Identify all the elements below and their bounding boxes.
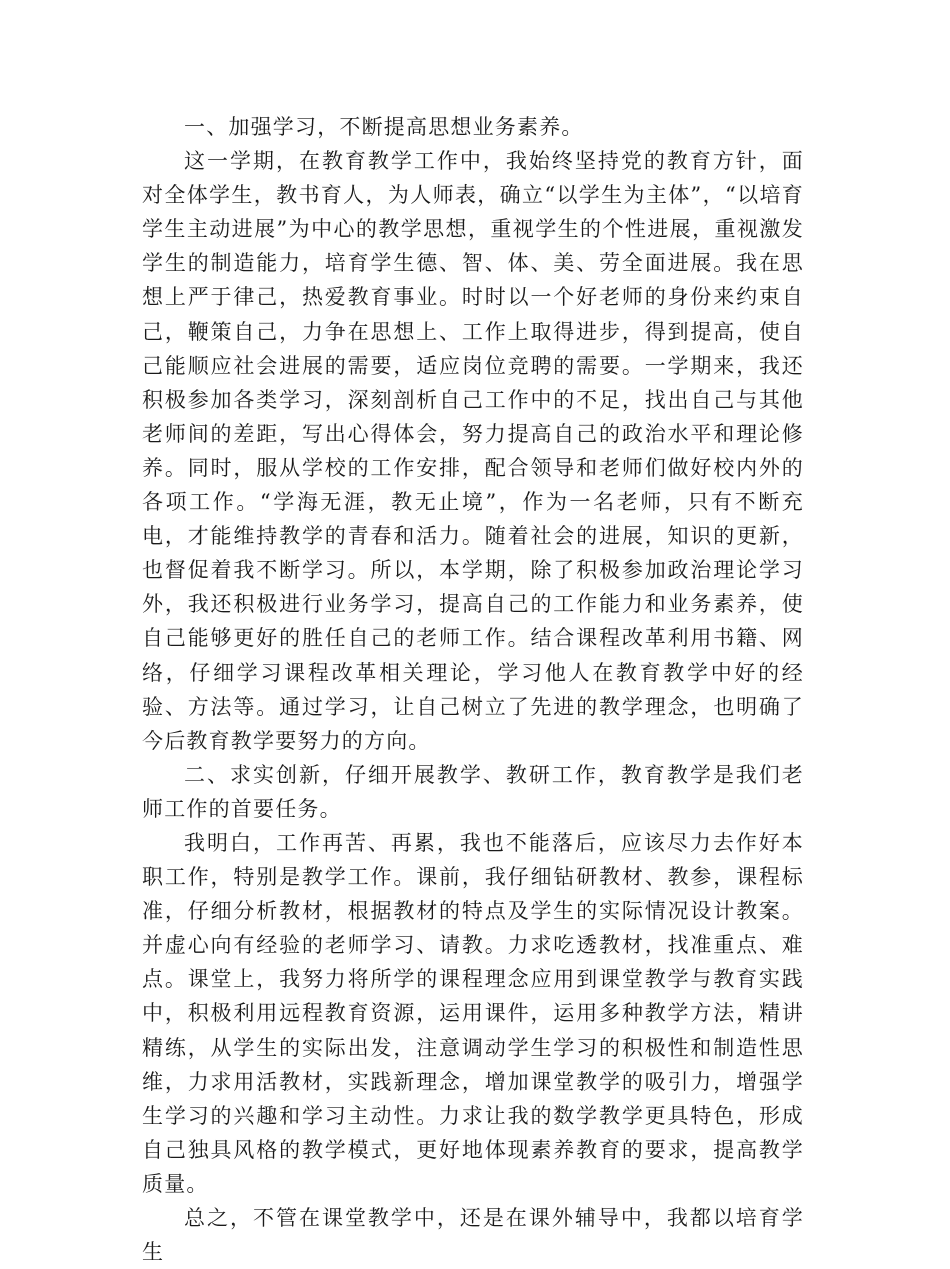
paragraph-ideology: 这一学期，在教育教学工作中，我始终坚持党的教育方针，面对全体学生，教书育人，为人师表，确立“以学生为主体”，“以培育学生主动进展”为中心的教学思想，重视学生的个性进展，重视激发学生的制造能力，培育学生德、智、体、美、劳全面进展。我在思想上严于律己，热爱教育事业。时时以一个好老师的身份来约束自己，鞭策自己，力争在思想上、工作上取得进步，得到提高，使自己能顺应社会进展的需要，适应岗位竞聘的需要。一学期来，我还积极参加各类学习，深刻剖析自己工作中的不足，找出自己与其他老师间的差距，写出心得体会，努力提高自己的政治水平和理论修养。同时，服从学校的工作安排，配合领导和老师们做好校内外的各项工作。“学海无涯，教无止境”，作为一名老师，只有不断充电，才能维持教学的青春和活力。随着社会的进展，知识的更新，也督促着我不断学习。所以，本学期，除了积极参加政治理论学习外，我还积极进行业务学习，提高自己的工作能力和业务素养，使自己能够更好的胜任自己的老师工作。结合课程改革利用书籍、网络，仔细学习课程改革相关理论，学习他人在教育教学中好的经验、方法等。通过学习，让自己树立了先进的教学理念，也明确了今后教育教学要努力的方向。 (142, 149, 804, 753)
heading-strengthen-learning: 一、加强学习，不断提高思想业务素养。 (184, 115, 584, 139)
document-body (142, 110, 804, 1269)
heading-innovation-teaching: 二、求实创新，仔细开展教学、教研工作，教育教学是我们老师工作的首要任务。 (142, 762, 804, 821)
paragraph-summary: 总之，不管在课堂教学中，还是在课外辅导中，我都以培育学生 (142, 1206, 804, 1265)
paragraph-teaching-work: 我明白，工作再苦、再累，我也不能落后，应该尽力去作好本职工作，特别是教学工作。课前，我仔细钻研教材、教参，课程标准，仔细分析教材，根据教材的特点及学生的实际情况设计教案。并虚心向有经验的老师学习、请教。力求吃透教材，找准重点、难点。课堂上，我努力将所学的课程理念应用到课堂教学与教育实践中，积极利用远程教育资源，运用课件，运用多种教学方法，精讲精练，从学生的实际出发，注意调动学生学习的积极性和制造性思维，力求用活教材，实践新理念，增加课堂教学的吸引力，增强学生学习的兴趣和学习主动性。力求让我的数学教学更具特色，形成自己独具风格的教学模式，更好地体现素养教育的要求，提高教学质量。 (142, 830, 804, 1196)
